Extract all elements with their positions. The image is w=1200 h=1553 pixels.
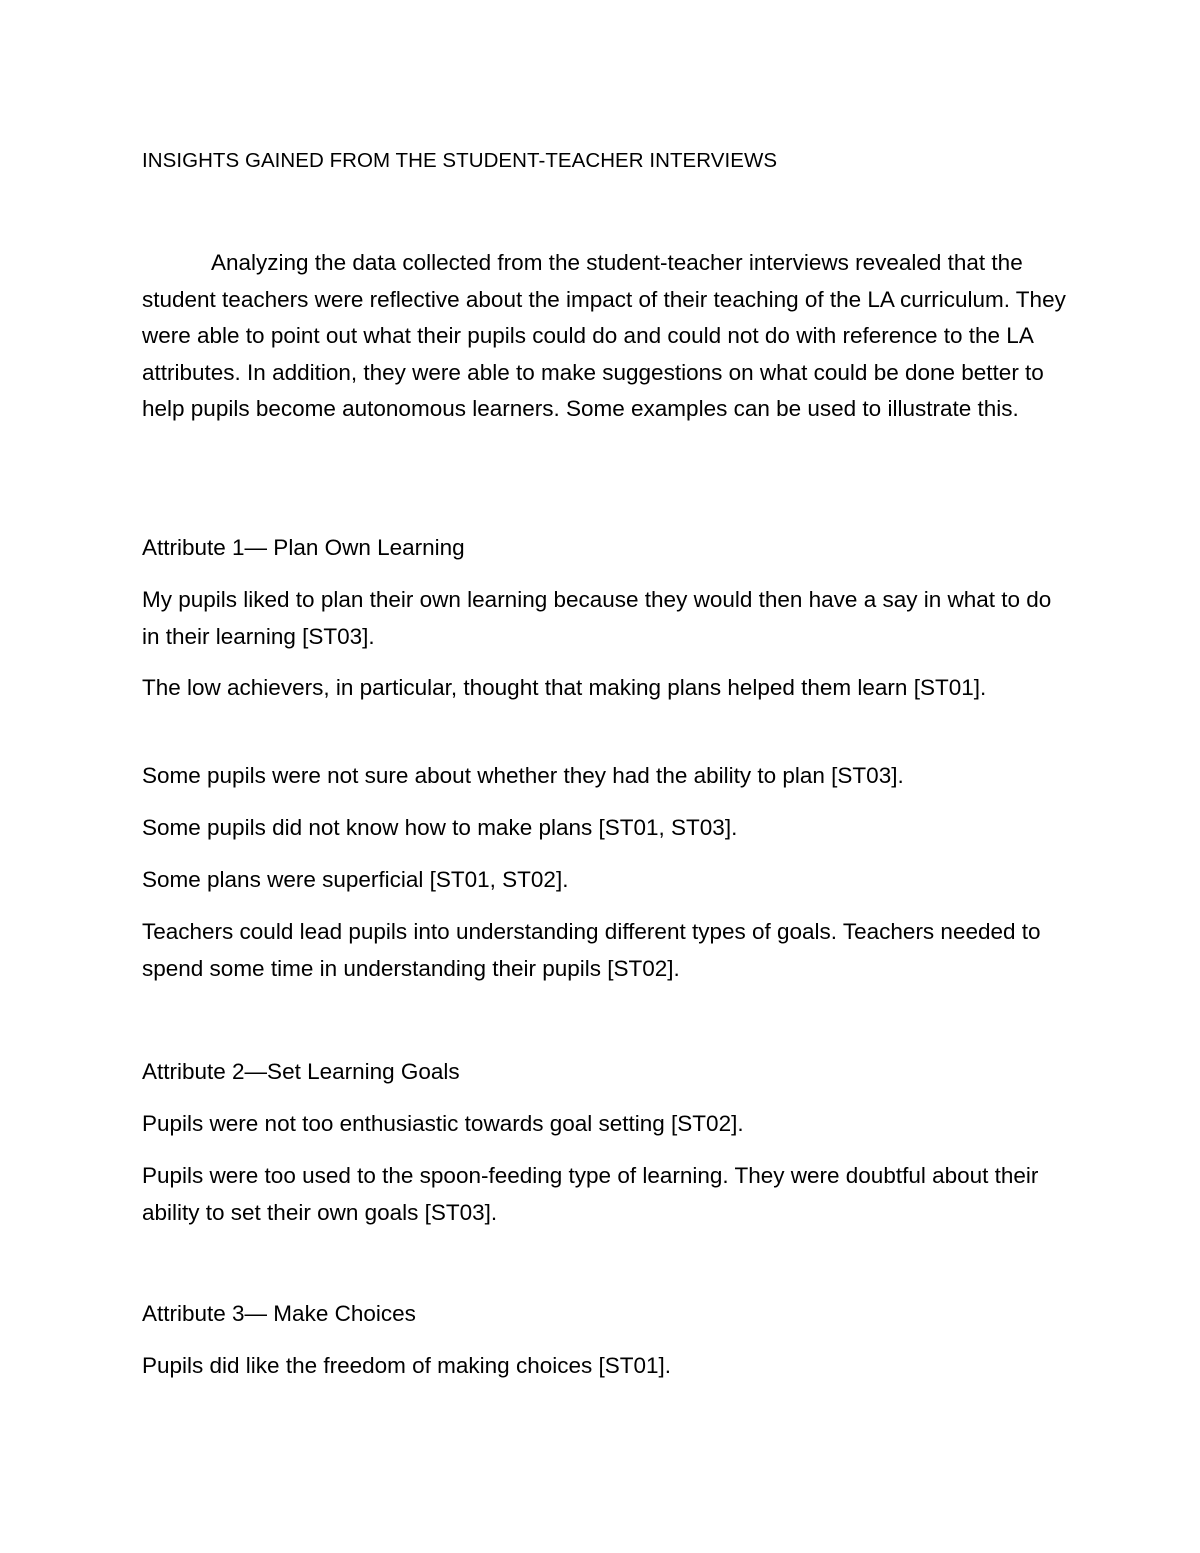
paragraph: Some plans were superficial [ST01, ST02].: [142, 867, 569, 892]
paragraph: Some pupils were not sure about whether they had the ability to plan [ST03].: [142, 763, 904, 788]
document-title: INSIGHTS GAINED FROM THE STUDENT-TEACHER INTERVIEWS: [142, 149, 778, 172]
paragraph: Pupils were not too enthusiastic towards goal setting [ST02].: [142, 1111, 744, 1136]
section-heading-attribute-3: Attribute 3— Make Choices: [142, 1301, 416, 1326]
paragraph: Teachers could lead pupils into understanding different types of goals. Teachers needed to spend some time in understanding their pupils [ST02].: [142, 919, 1041, 981]
paragraph: Pupils were too used to the spoon-feeding type of learning. They were doubtful about their ability to set their own goals [ST03].: [142, 1163, 1039, 1225]
section-heading-attribute-1: Attribute 1— Plan Own Learning: [142, 535, 465, 560]
paragraph: My pupils liked to plan their own learning because they would then have a say in what to do in their learning [ST03].: [142, 587, 1052, 649]
intro-paragraph: Analyzing the data collected from the student-teacher interviews revealed that the student teachers were reflective about the impact of their teaching of the LA curriculum. They were able to point out what their pupils could do and could not do with reference to the LA attributes. In addition, they were able to make suggestions on what could be done better to help pupils become autonomous learners. Some examples can be used to illustrate this.: [142, 250, 1066, 421]
paragraph: The low achievers, in particular, thought that making plans helped them learn [ST01].: [142, 675, 987, 700]
paragraph: Some pupils did not know how to make plans [ST01, ST03].: [142, 815, 738, 840]
paragraph: Pupils did like the freedom of making choices [ST01].: [142, 1353, 672, 1378]
section-heading-attribute-2: Attribute 2—Set Learning Goals: [142, 1059, 460, 1084]
